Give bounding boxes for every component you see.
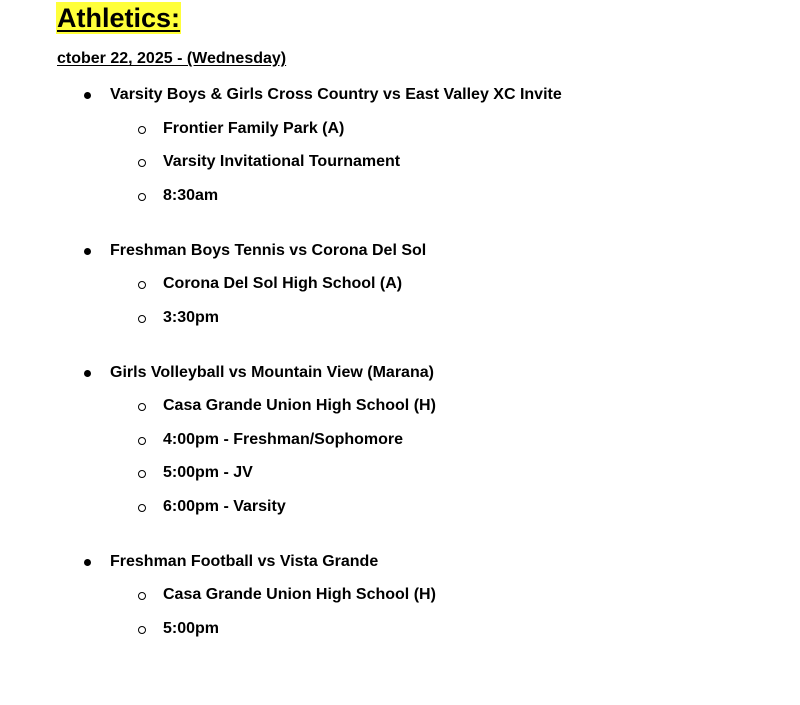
event-detail-text: Frontier Family Park (A): [163, 119, 345, 137]
event-detail: [0, 462, 800, 484]
event-details: [0, 584, 800, 640]
event-item: [0, 84, 800, 207]
event-item: [0, 551, 800, 640]
event-title: [0, 362, 800, 384]
hollow-bullet-icon: [138, 193, 146, 201]
event-detail-text: 6:00pm - Varsity: [163, 497, 286, 515]
event-item: [0, 362, 800, 518]
event-detail-text: 8:30am: [163, 186, 219, 204]
hollow-bullet-icon: [138, 403, 146, 411]
event-title: [0, 84, 800, 106]
event-detail: [0, 185, 800, 207]
event-detail: [0, 273, 800, 295]
hollow-bullet-icon: [138, 592, 146, 600]
event-item: [0, 240, 800, 329]
event-detail: [0, 118, 800, 140]
hollow-bullet-icon: [138, 159, 146, 167]
event-detail: [0, 618, 800, 640]
event-title: [0, 551, 800, 573]
event-detail-text: Corona Del Sol High School (A): [163, 275, 403, 292]
event-detail-text: Casa Grande Union High School (H): [163, 397, 436, 414]
event-title-text: Freshman Boys Tennis vs Corona Del Sol: [110, 241, 427, 259]
hollow-bullet-icon: [138, 315, 146, 323]
event-detail: [0, 151, 800, 173]
hollow-bullet-icon: [138, 626, 146, 634]
event-title-text: Girls Volleyball vs Mountain View (Marana): [110, 363, 434, 381]
event-detail-text: Varsity Invitational Tournament: [163, 153, 401, 170]
event-detail: [0, 429, 800, 451]
event-detail-text: Casa Grande Union High School (H): [163, 586, 436, 603]
event-title-text: Varsity Boys & Girls Cross Country vs East Valley XC Invite: [110, 86, 562, 103]
bullet-icon: [84, 248, 91, 255]
event-detail-text: 3:30pm: [163, 308, 220, 326]
hollow-bullet-icon: [138, 281, 146, 289]
event-date: ctober 22, 2025 - (Wednesday): [57, 50, 287, 67]
event-detail: [0, 496, 800, 518]
hollow-bullet-icon: [138, 504, 146, 512]
event-detail: [0, 584, 800, 606]
bullet-icon: [84, 559, 91, 566]
bullet-icon: [84, 92, 91, 99]
hollow-bullet-icon: [138, 126, 146, 134]
event-detail-text: 4:00pm - Freshman/Sophomore: [163, 430, 404, 448]
event-detail: [0, 395, 800, 417]
events-list: [0, 84, 800, 673]
event-detail-text: 5:00pm - JV: [163, 464, 253, 481]
event-detail-text: 5:00pm: [163, 619, 220, 637]
hollow-bullet-icon: [138, 437, 146, 445]
event-details: [0, 395, 800, 518]
section-heading: Athletics:: [57, 3, 181, 33]
event-title-text: Freshman Football vs Vista Grande: [110, 552, 379, 570]
event-details: [0, 118, 800, 207]
event-details: [0, 273, 800, 329]
bullet-icon: [84, 370, 91, 377]
event-title: [0, 240, 800, 262]
event-detail: [0, 307, 800, 329]
hollow-bullet-icon: [138, 470, 146, 478]
